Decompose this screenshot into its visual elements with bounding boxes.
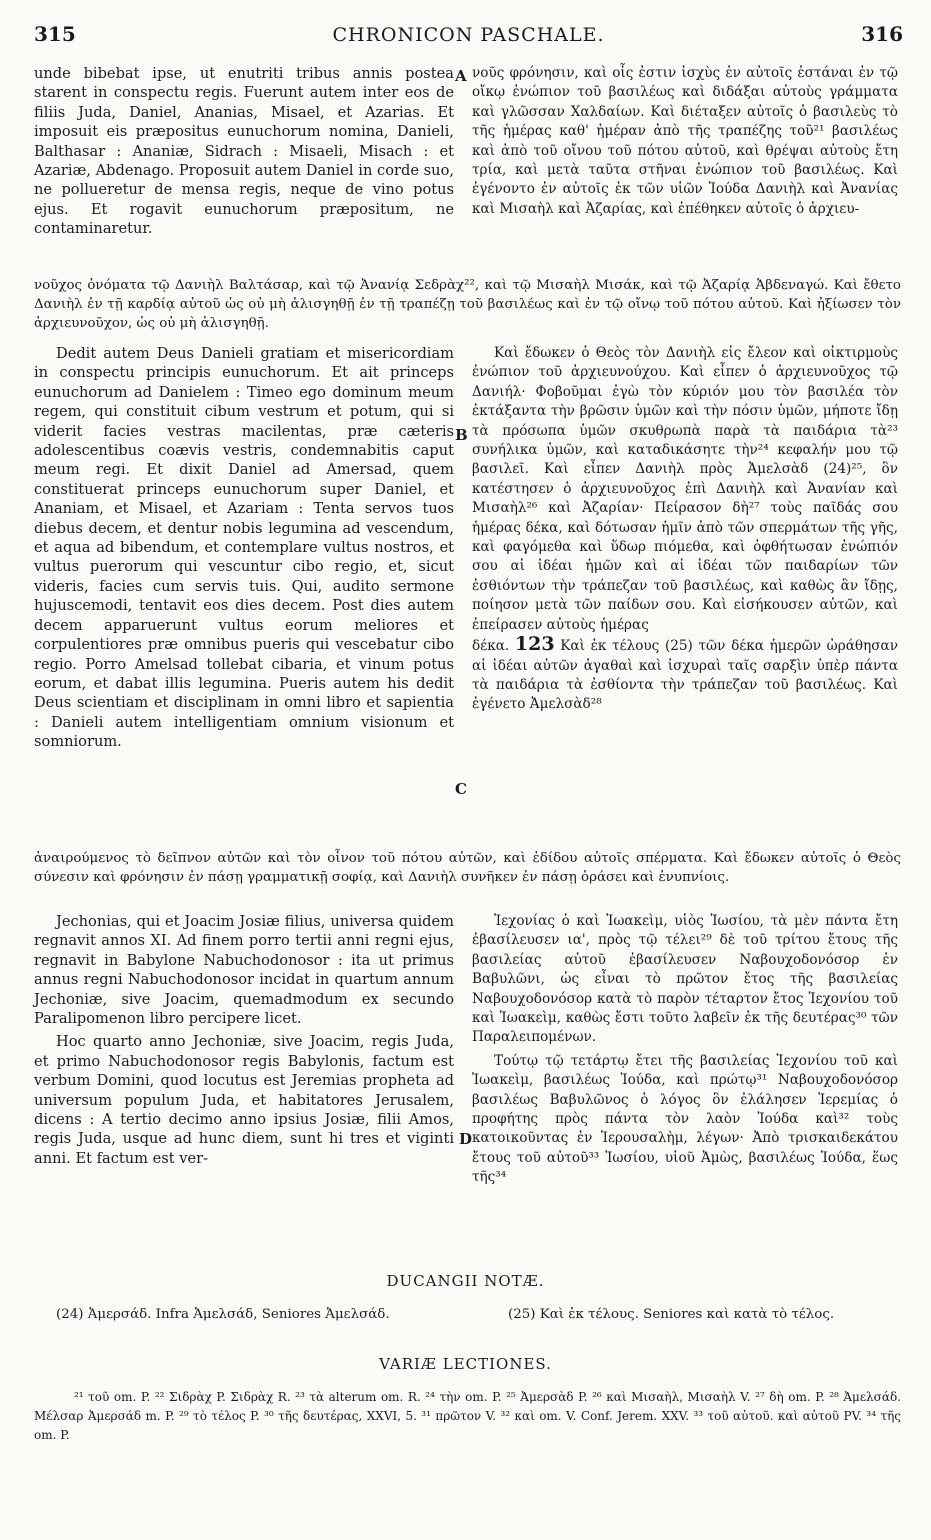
variae-lectiones: ²¹ τοῦ om. P. ²² Σιδρὰχ P. Σιδρὰχ R. ²³ τὰ alterum om. R. ²⁴ τὴν om. P. ²⁵ Ἀμερσὰδ P. ²⁶ καὶ Μισαὴλ, Μισαὴλ V. ²⁷ δὴ om. P. ²⁸ Ἀμελσάδ. Μέλσαρ Ἀμερσάδ m. P. ²⁹ τὸ τέλος P. ³⁰ τῆς δευτέρας, XXVI, 5. ³¹ πρῶτον V. ³² καὶ om. V. Conf. Jerem. XXV. ³³ τοῦ αὐτοῦ. καὶ αὐτοῦ PV. ³⁴ τῆς om. P. (34, 1390, 901, 1442)
greek-paragraph: Τούτῳ τῷ τετάρτῳ ἔτει τῆς βασιλείας Ἰεχονίου τοῦ καὶ Ἰωακεὶμ, βασιλέως Ἰούδα, καὶ πρώτῳ³¹ Ναβουχοδονόσορ βασιλέως Βαβυλῶνος ὁ λόγος ὃν ἐλάλησεν Ἱερεμίας ὁ προφήτης πρὸς πάντα τὸν λαὸν Ἰούδα καὶ³² τοὺς κατοικοῦντας ἐν Ἱερουσαλὴμ, λέγων· Ἀπὸ τρισκαιδεκάτου ἔτους τοῦ αὐτοῦ³³ Ἰωσίου, υἱοῦ Ἀμὼς, βασιλέως Ἰούδα, ἕως τῆς³⁴ (472, 1052, 898, 1186)
notes-heading: DUCANGII NOTÆ. (386, 1272, 545, 1290)
greek-text: δέκα. (472, 638, 510, 655)
margin-marker-a: A (455, 67, 467, 85)
greek-paragraph: νοῦς φρόνησιν, καὶ οἷς ἐστιν ἰσχὺς ἐν αὐτοῖς ἑστάναι ἐν τῷ οἴκῳ ἐνώπιον τοῦ βασιλέως καὶ διδάξαι αὐτοὺς γράμματα καὶ γλῶσσαν Χαλδαίων. Καὶ διέταξεν αὐτοῖς ὁ βασιλεὺς τὸ τῆς ἡμέρας καθ' ἡμέραν ἀπὸ τῆς τραπέζης τοῦ²¹ βασιλέως καὶ ἀπὸ τοῦ οἴνου τοῦ πότου αὐτοῦ, καὶ θρέψαι αὐτοὺς ἔτη τρία, καὶ μετὰ ταῦτα στῆναι ἐνώπιον τοῦ βασιλέως. Καὶ ἐγένοντο ἐν αὐτοῖς ἐκ τῶν υἱῶν Ἰούδα Δανιὴλ καὶ Ἀνανίας καὶ Μισαὴλ καὶ Ἀζαρίας, καὶ ἐπέθηκεν αὐτοῖς ὁ ἀρχιευ- (472, 65, 898, 217)
greek-paragraph: Καὶ ἔδωκεν ὁ Θεὸς τὸν Δανιὴλ εἰς ἔλεον καὶ οἰκτιρμοὺς ἐνώπιον τοῦ ἀρχιευνούχου. Καὶ εἶπεν ὁ ἀρχιευνοῦχος τῷ Δανιήλ· Φοβοῦμαι ἐγὼ τὸν κύριόν μου τὸν βασιλέα τὸν ἐκτάξαντα τὴν βρῶσιν ὑμῶν καὶ τὴν πόσιν ὑμῶν, μήποτε ἴδῃ τὰ πρόσωπα ὑμῶν σκυθρωπὰ παρὰ τὰ παιδάρια τὰ²³ συνήλικα ὑμῶν, καὶ καταδικάσητε τὴν²⁴ κεφαλήν μου τῷ βασιλεῖ. Καὶ εἶπεν Δανιὴλ πρὸς Ἀμελσὰδ (24)²⁵, ὃν κατέστησεν ὁ ἀρχιευνοῦχος ἐπὶ Δανιὴλ καὶ Ἀνανίαν καὶ Μισαὴλ²⁶ καὶ Ἀζαρίαν· Πείρασον δὴ²⁷ τοὺς παῖδάς σου ἡμέρας δέκα, καὶ δότωσαν ἡμῖν ἀπὸ τῶν σπερμάτων τῆς γῆς, καὶ φαγόμεθα καὶ ὕδωρ πιόμεθα, καὶ ὀφθήτωσαν ἐνώπιόν σου αἱ ἰδέαι ἡμῶν καὶ αἱ ἰδέαι τῶν παιδαρίων τῶν ἐσθιόντων τὴν τράπεζαν τοῦ βασιλέως, καὶ καθὼς ἂν ἴδῃς, ποίησον μετὰ τῶν παίδων σου. Καὶ εἰσήκουσεν αὐτῶν, καὶ ἐπείρασεν αὐτοὺς ἡμέρας (472, 345, 898, 633)
latin-paragraph: unde bibebat ipse, ut enutriti tribus annis postea starent in conspectu regis. Fuerunt autem inter eos de filiis Juda, Daniel, Ananias, Misael, et Azarias. Et imposuit eis præpositus eunuchorum nomina, Danieli, Balthasar : Ananiæ, Sidrach : Misaeli, Misach : et Azariæ, Abdenago. Proposuit autem Daniel in corde suo, ne pollueretur de mensa regis, neque de vino potus ejus. Et rogavit eunuchorum præpositum, ne contaminaretur. (34, 65, 454, 238)
greek-column-3 (472, 912, 898, 1188)
full-width-greek-1: νοῦχος ὀνόματα τῷ Δανιὴλ Βαλτάσαρ, καὶ τῷ Ἀνανίᾳ Σεδρὰχ²², καὶ τῷ Μισαὴλ Μισάκ, καὶ τῷ Ἀζαρίᾳ Ἀβδεναγώ. Καὶ ἔθετο Δανιὴλ ἐν τῇ καρδίᾳ αὐτοῦ ὡς οὐ μὴ ἀλισγηθῇ ἐν τῇ τραπέζῃ τοῦ βασιλέως καὶ ἐν τῷ οἴνῳ τοῦ πότου αὐτοῦ. Καὶ ἠξίωσεν τὸν ἀρχιευνοῦχον, ὡς οὐ μὴ ἀλισγηθῇ. (34, 278, 901, 331)
page-header (34, 22, 903, 48)
note-25: (25) Καὶ ἐκ τέλους. Seniores καὶ κατὰ τὸ τέλος. (508, 1307, 835, 1322)
full-width-greek-2: ἀναιρούμενος τὸ δεῖπνον αὐτῶν καὶ τὸν οἶνον τοῦ πότου αὐτῶν, καὶ ἐδίδου αὐτοῖς σπέρματα. Καὶ ἔδωκεν αὐτοῖς ὁ Θεὸς σύνεσιν καὶ φρόνησιν ἐν πάσῃ γραμματικῇ σοφίᾳ, καὶ Δανιὴλ συνῆκεν ἐν πάσῃ ὁράσει καὶ ἐνυπνίοις. (34, 851, 901, 885)
margin-marker-b: B (455, 426, 468, 444)
running-title: CHRONICON PASCHALE. (332, 24, 605, 46)
margin-marker-c: C (455, 780, 467, 798)
variae-heading: VARIÆ LECTIONES. (379, 1355, 552, 1373)
page-number-left: 315 (34, 22, 76, 46)
note-24: (24) Ἀμερσάδ. Infra Ἀμελσάδ, Seniores Ἀμελσάδ. (56, 1307, 390, 1322)
greek-column-1 (472, 64, 898, 219)
greek-paragraph: Ἰεχονίας ὁ καὶ Ἰωακεὶμ, υἱὸς Ἰωσίου, τὰ μὲν πάντα ἔτη ἐβασίλευσεν ια', πρὸς τῷ τέλει²⁹ δὲ τοῦ τρίτου ἔτους τῆς βασιλείας αὐτοῦ ἐβασίλευσεν Ναβουχοδονόσορ ἐν Βαβυλῶνι, ὡς εἶναι τὸ πρῶτον ἔτος τῆς βασιλείας Ναβουχοδονόσορ κατὰ τὸ παρὸν τέταρτον ἔτος Ἰεχονίου τοῦ καὶ Ἰωακεὶμ, καθὼς ἔστι τοῦτο λαβεῖν ἐκ τῆς δευτέρας³⁰ τῶν Παραλειπομένων. (472, 913, 898, 1046)
latin-paragraph: Dedit autem Deus Danieli gratiam et misericordiam in conspectu principis eunuchorum. Et ait princeps eunuchorum ad Danielem : Timeo ego dominum meum regem, qui constituit cibum vestrum et potum, qui si viderit facies vestras macilentas, præ cæteris adolescentibus coævis vestris, condemnabitis caput meum regi. Et dixit Daniel ad Amersad, quem constituerat princeps eunuchorum super Daniel, et Ananiam, et Misael, et Azariam : Tenta servos tuos diebus decem, et dentur nobis legumina ad vescendum, et aqua ad bibendum, et contemplare vultus nostros, et vultus puerorum qui vescuntur cibo regio, et, sicut videris, facies cum servis tuis. Qui, audito sermone hujuscemodi, tentavit eos dies decem. Post dies autem decem apparuerunt vultus eorum meliores et corpulentiores præ omnibus pueris qui vescebatur cibo regio. Porro Amelsad tollebat cibaria, et vinum potus eorum, et dabat illis legumina. Pueris autem his dedit Deus scientiam et disciplinam in omni libro et sapientia : Danieli autem intelligentiam omnium visionum et somniorum. (34, 345, 454, 751)
latin-column-2 (34, 344, 454, 752)
greek-text: Καὶ ἐκ τέλους (25) τῶν δέκα ἡμερῶν ὠράθησαν αἱ ἰδέαι αὐτῶν ἀγαθαὶ καὶ ἰσχυραὶ ταῖς σαρξὶν ὑπὲρ πάντα τὰ παιδάρια τὰ ἐσθίοντα τὴν τράπεζαν τοῦ βασιλέως. Καὶ ἐγένετο Ἀμελσὰδ²⁸ (472, 638, 898, 713)
page-number-right: 316 (861, 22, 903, 46)
latin-column-1 (34, 64, 454, 239)
margin-marker-d: D (459, 1130, 473, 1148)
greek-paragraph-cont (472, 635, 898, 715)
latin-column-3 (34, 912, 454, 1168)
latin-paragraph: Jechonias, qui et Joacim Josiæ filius, universa quidem regnavit annos XI. Ad finem porro tertii anni regni ejus, regnavit in Babylone Nabuchodonosor : ita ut primus annus regni Nabuchodonosor incidat in quartum annum Jechoniæ, sive Joacim, quemadmodum ex secundo Paralipomenon libro percipere licet. (34, 913, 454, 1028)
latin-paragraph: Hoc quarto anno Jechoniæ, sive Joacim, regis Juda, et primo Nabuchodonosor regis Babylonis, factum est verbum Domini, quod locutus est Jeremias propheta ad universum populum Juda, et habitatores Jerusalem, dicens : A tertio decimo anno ipsius Josiæ, filii Amos, regis Juda, usque ad hunc diem, sunt hi tres et viginti anni. Et factum est ver- (34, 1033, 454, 1167)
section-number: 123 (514, 633, 555, 656)
greek-column-2 (472, 344, 898, 715)
